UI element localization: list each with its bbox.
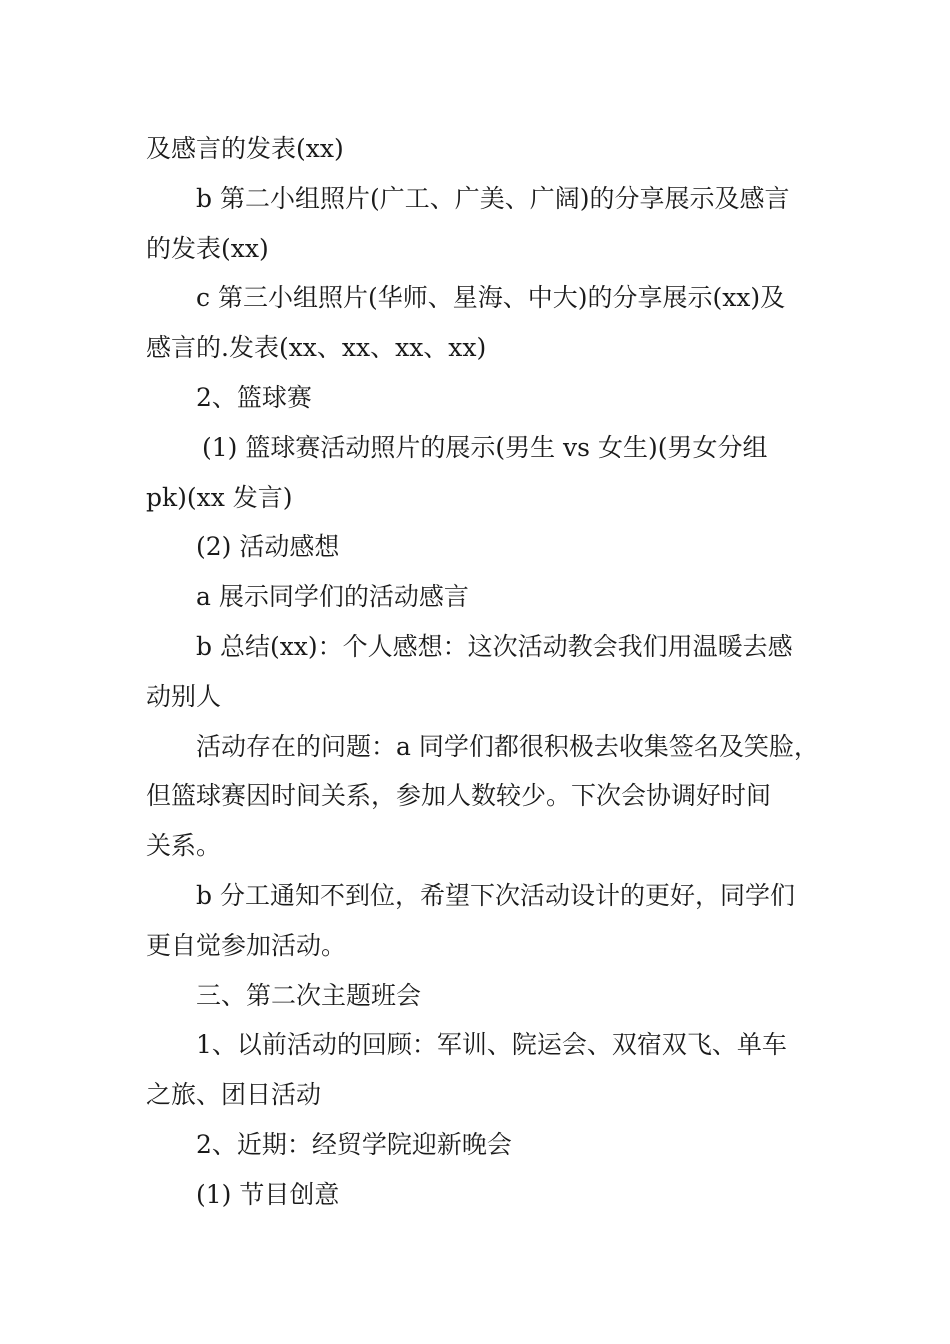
text-line-14: 但篮球赛因时间关系，参加人数较少。下次会协调好时间 [146,781,772,811]
text-line-6: 2、篮球赛 [196,382,312,412]
text-line-10: a 展示同学们的活动感言 [196,582,469,612]
text-line-7: (1) 篮球赛活动照片的展示(男生 vs 女生)(男女分组 [202,432,768,462]
text-line-18: 三、第二次主题班会 [196,980,422,1010]
document-body [146,124,819,1220]
text-line-22: (1) 节目创意 [196,1179,340,1209]
text-line-2: b 第二小组照片(广工、广美、广阔)的分享展示及感言 [196,183,790,213]
text-line-1: 及感言的发表(xx) [146,134,344,163]
text-line-11: b 总结(xx)：个人感想：这次活动教会我们用温暖去感 [196,631,793,661]
text-line-20: 之旅、团日活动 [146,1080,322,1110]
text-line-4: c 第三小组照片(华师、星海、中大)的分享展示(xx)及 [196,283,786,313]
text-line-9: (2) 活动感想 [196,532,340,562]
text-line-13: 活动存在的问题：a 同学们都很积极去收集签名及笑脸， [196,731,819,761]
text-line-15: 关系。 [146,831,222,861]
text-line-19: 1、以前活动的回顾：军训、院运会、双宿双飞、单车 [196,1030,787,1060]
text-line-5: 感言的.发表(xx、xx、xx、xx) [146,333,487,363]
text-line-17: 更自觉参加活动。 [146,930,347,960]
text-line-3: 的发表(xx) [146,233,269,263]
text-line-21: 2、近期：经贸学院迎新晚会 [196,1129,512,1159]
text-line-16: b 分工通知不到位，希望下次活动设计的更好，同学们 [196,880,795,910]
text-line-8: pk)(xx 发言) [146,482,293,512]
text-line-12: 动别人 [146,681,222,711]
